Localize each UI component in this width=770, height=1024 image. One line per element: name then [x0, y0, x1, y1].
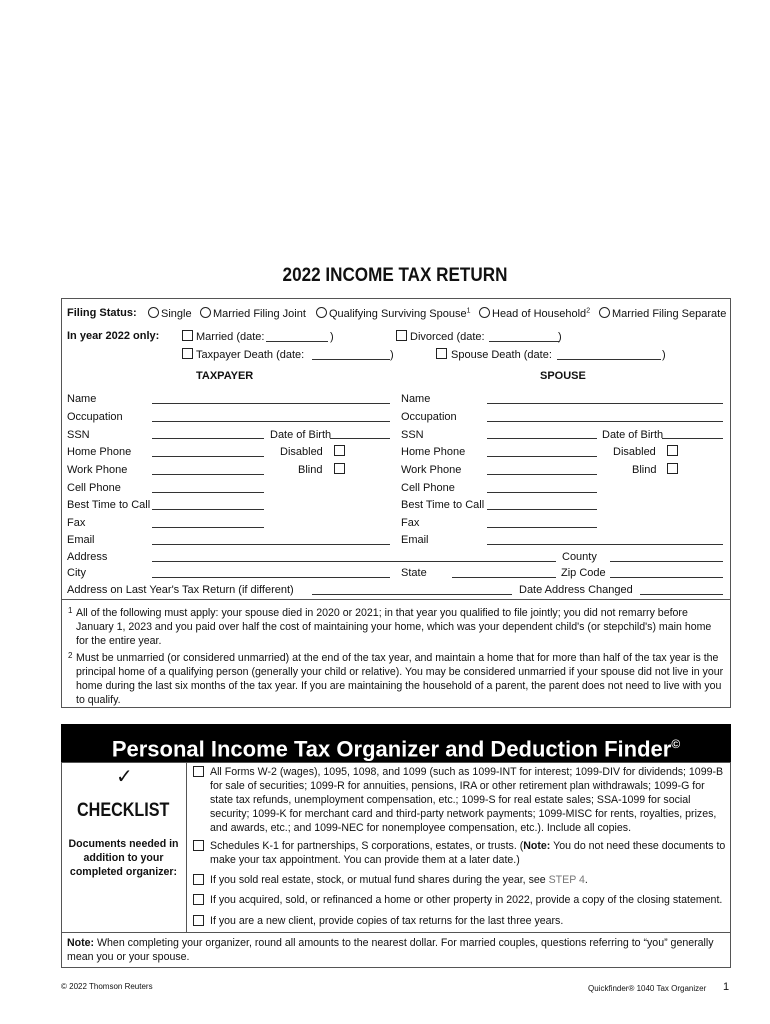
- footnote-number: 2: [68, 651, 73, 660]
- radio-icon: [479, 307, 490, 318]
- step4-link[interactable]: STEP 4: [548, 874, 585, 886]
- checklist-item-3: [210, 873, 730, 887]
- spouse-name-label: Name: [401, 393, 431, 405]
- checklist-item-2: [210, 839, 730, 867]
- footer-product: Quickfinder® 1040 Tax Organizer: [588, 984, 707, 993]
- footer-copyright: © 2022 Thomson Reuters: [61, 982, 153, 991]
- last-year-address-field[interactable]: [312, 594, 512, 595]
- taxpayer-email-label: Email: [67, 534, 95, 546]
- city-field[interactable]: [152, 577, 390, 578]
- spouse-work-phone-field[interactable]: [487, 474, 597, 475]
- footnote-1: [68, 606, 726, 648]
- divorced-checkbox[interactable]: [396, 330, 407, 341]
- county-field[interactable]: [610, 561, 723, 562]
- checklist-subtitle: Documents needed in addition to your completed organizer:: [68, 838, 179, 878]
- spouse-home-phone-label: Home Phone: [401, 446, 466, 458]
- taxpayer-best-time-label: Best Time to Call: [67, 499, 151, 511]
- taxpayer-ssn-label: SSN: [67, 429, 90, 441]
- radio-label: Qualifying Surviving Spouse: [329, 308, 467, 320]
- taxpayer-ssn-field[interactable]: [152, 438, 264, 439]
- bottom-note: [67, 936, 727, 964]
- taxpayer-name-field[interactable]: [152, 403, 390, 404]
- checklist-item-1-checkbox[interactable]: [193, 766, 204, 777]
- taxpayer-disabled-checkbox[interactable]: [334, 445, 345, 456]
- taxpayer-occupation-label: Occupation: [67, 411, 123, 423]
- taxpayer-fax-field[interactable]: [152, 527, 264, 528]
- filing-status-label: Filing Status:: [67, 307, 137, 319]
- taxpayer-home-phone-field[interactable]: [152, 456, 264, 457]
- taxpayer-work-phone-label: Work Phone: [67, 464, 128, 476]
- spouse-name-field[interactable]: [487, 403, 723, 404]
- spouse-header: SPOUSE: [540, 370, 586, 382]
- taxpayer-header: TAXPAYER: [196, 370, 254, 382]
- year-only-label: In year 2022 only:: [67, 330, 160, 342]
- footnote-number: 1: [68, 606, 73, 615]
- spouse-occupation-label: Occupation: [401, 411, 457, 423]
- married-date-field[interactable]: [266, 341, 328, 342]
- checklist-item-1: All Forms W-2 (wages), 1095, 1098, and 1099 (such as 1099-INT for interest; 1099-DIV for dividends; 1099-B for sale of securities; 1099-R for annuities, pensions, IRA or other retirement plan withdrawals; 1099-G for state tax refunds, unemployment compensation, etc.; 1099-S for real estate sales; SSA-1099 for social security; 1099-K for merchant card and third-party network payments; 1099-MISC for rents, royalties, prizes, and awards, etc.; and 1099-NEC for nonemployee compensation, etc.). Include all copies.: [210, 766, 724, 834]
- radio-icon: [200, 307, 211, 318]
- footnote-text: All of the following must apply: your spouse died in 2020 or 2021; in that year you qualified to file jointly; you did not remarry before January 1, 2023 and you paid over half the cost of maintaining your home, which was your dependent child's (or stepchild's) main home for the entire year.: [76, 607, 712, 647]
- checklist-item-4: If you acquired, sold, or refinanced a home or other property in 2022, provide a copy of the closing statement.: [210, 894, 723, 906]
- spouse-cell-phone-field[interactable]: [487, 492, 597, 493]
- radio-label: Single: [161, 308, 192, 320]
- item-text: Schedules K-1 for partnerships, S corporations, estates, or trusts.: [210, 840, 517, 852]
- spouse-fax-label: Fax: [401, 517, 420, 529]
- spouse-disabled-checkbox[interactable]: [667, 445, 678, 456]
- married-checkbox[interactable]: [182, 330, 193, 341]
- taxpayer-cell-phone-label: Cell Phone: [67, 482, 121, 494]
- page-title: 2022 INCOME TAX RETURN: [282, 265, 508, 286]
- date-changed-label: Date Address Changed: [519, 584, 633, 596]
- spouse-occupation-field[interactable]: [487, 421, 723, 422]
- checklist-item-5: If you are a new client, provide copies of tax returns for the last three years.: [210, 915, 564, 927]
- spouse-ssn-field[interactable]: [487, 438, 597, 439]
- item-note: You do not need these documents to make your tax appointment. You can provide them at a later date.): [210, 840, 726, 866]
- checklist-heading: CHECKLIST: [77, 800, 170, 821]
- spouse-work-phone-label: Work Phone: [401, 464, 462, 476]
- taxpayer-home-phone-label: Home Phone: [67, 446, 132, 458]
- organizer-banner: [61, 724, 731, 762]
- taxpayer-disabled-label: Disabled: [280, 446, 323, 458]
- address-field[interactable]: [152, 561, 556, 562]
- radio-icon: [148, 307, 159, 318]
- city-label: City: [67, 567, 86, 579]
- radio-single[interactable]: [148, 307, 192, 320]
- spouse-death-label: Spouse Death (date:: [451, 349, 552, 361]
- spouse-best-time-field[interactable]: [487, 509, 597, 510]
- radio-label: Married Filing Joint: [213, 308, 306, 320]
- taxpayer-occupation-field[interactable]: [152, 421, 390, 422]
- page-number: 1: [723, 981, 730, 993]
- copyright-mark: ©: [671, 737, 681, 751]
- county-label: County: [562, 551, 597, 563]
- footnote-2: [68, 651, 726, 707]
- spouse-blind-label: Blind: [632, 464, 657, 476]
- paren: ): [662, 349, 666, 361]
- paren: ): [390, 349, 394, 361]
- note-text: When completing your organizer, round all amounts to the nearest dollar. For married couples, questions referring to “you” generally mean you or your spouse.: [67, 937, 714, 963]
- spouse-death-checkbox[interactable]: [436, 348, 447, 359]
- spouse-best-time-label: Best Time to Call: [401, 499, 485, 511]
- radio-married-filing-separate[interactable]: [599, 307, 726, 320]
- taxpayer-death-date-field[interactable]: [312, 359, 390, 360]
- checklist-item-3-checkbox[interactable]: [193, 874, 204, 885]
- period: .: [584, 874, 588, 886]
- note-label: Note:: [523, 840, 551, 852]
- spouse-dob-label: Date of Birth: [602, 429, 664, 441]
- divorced-date-label: Divorced (date:: [410, 331, 485, 343]
- radio-qualifying-surviving-spouse[interactable]: [316, 307, 470, 320]
- spouse-dob-field[interactable]: [662, 438, 723, 439]
- footnote-ref: 2: [586, 307, 591, 315]
- spouse-home-phone-field[interactable]: [487, 456, 597, 457]
- taxpayer-death-label: Taxpayer Death (date:: [196, 349, 305, 361]
- date-changed-field[interactable]: [640, 594, 723, 595]
- spouse-email-field[interactable]: [487, 544, 723, 545]
- banner-text: Personal Income Tax Organizer and Deduction Finder: [111, 736, 672, 762]
- state-label: State: [401, 567, 427, 579]
- checklist-item-5-checkbox[interactable]: [193, 915, 204, 926]
- zip-label: Zip Code: [561, 567, 606, 579]
- spouse-cell-phone-label: Cell Phone: [401, 482, 455, 494]
- paren: ): [330, 331, 334, 343]
- radio-icon: [316, 307, 327, 318]
- footnote-text: Must be unmarried (or considered unmarried) at the end of the tax year, and maintain a home that for more than half of the tax year is the principal home of a qualifying person (generally your child or relative). You may be considered unmarried if your spouse did not live in your home during the last six months of the tax year. If you are maintaining the household of a parent, the parent does not need to live with you to qualify.: [76, 652, 724, 706]
- spouse-ssn-label: SSN: [401, 429, 424, 441]
- note-label: Note:: [67, 937, 95, 949]
- taxpayer-dob-field[interactable]: [330, 438, 390, 439]
- spouse-disabled-label: Disabled: [613, 446, 656, 458]
- taxpayer-blind-checkbox[interactable]: [334, 463, 345, 474]
- radio-label: Married Filing Separate: [612, 308, 727, 320]
- footnote-ref: 1: [466, 307, 471, 315]
- radio-head-of-household[interactable]: [479, 307, 590, 320]
- divorced-date-field[interactable]: [489, 341, 559, 342]
- taxpayer-email-field[interactable]: [152, 544, 390, 545]
- radio-label: Head of Household: [492, 308, 587, 320]
- checklist-item-4-checkbox[interactable]: [193, 894, 204, 905]
- spouse-blind-checkbox[interactable]: [667, 463, 678, 474]
- taxpayer-death-checkbox[interactable]: [182, 348, 193, 359]
- paren: ): [558, 331, 562, 343]
- spouse-email-label: Email: [401, 534, 429, 546]
- state-field[interactable]: [452, 577, 556, 578]
- spouse-fax-field[interactable]: [487, 527, 597, 528]
- radio-icon: [599, 307, 610, 318]
- checklist-item-2-checkbox[interactable]: [193, 840, 204, 851]
- spouse-death-date-field[interactable]: [557, 359, 661, 360]
- checkmark-icon: ✓: [116, 766, 133, 788]
- taxpayer-best-time-field[interactable]: [152, 509, 264, 510]
- radio-married-filing-joint[interactable]: [200, 307, 306, 320]
- paren: (: [519, 840, 524, 852]
- married-date-label: Married (date:: [196, 331, 265, 343]
- zip-field[interactable]: [610, 577, 723, 578]
- taxpayer-work-phone-field[interactable]: [152, 474, 264, 475]
- address-label: Address: [67, 551, 108, 563]
- taxpayer-dob-label: Date of Birth: [270, 429, 332, 441]
- taxpayer-fax-label: Fax: [67, 517, 86, 529]
- taxpayer-cell-phone-field[interactable]: [152, 492, 264, 493]
- last-year-address-label: Address on Last Year's Tax Return (if different): [67, 584, 294, 596]
- taxpayer-blind-label: Blind: [298, 464, 323, 476]
- taxpayer-name-label: Name: [67, 393, 97, 405]
- item-text: If you sold real estate, stock, or mutual fund shares during the year, see: [210, 874, 546, 886]
- divider: [62, 599, 730, 600]
